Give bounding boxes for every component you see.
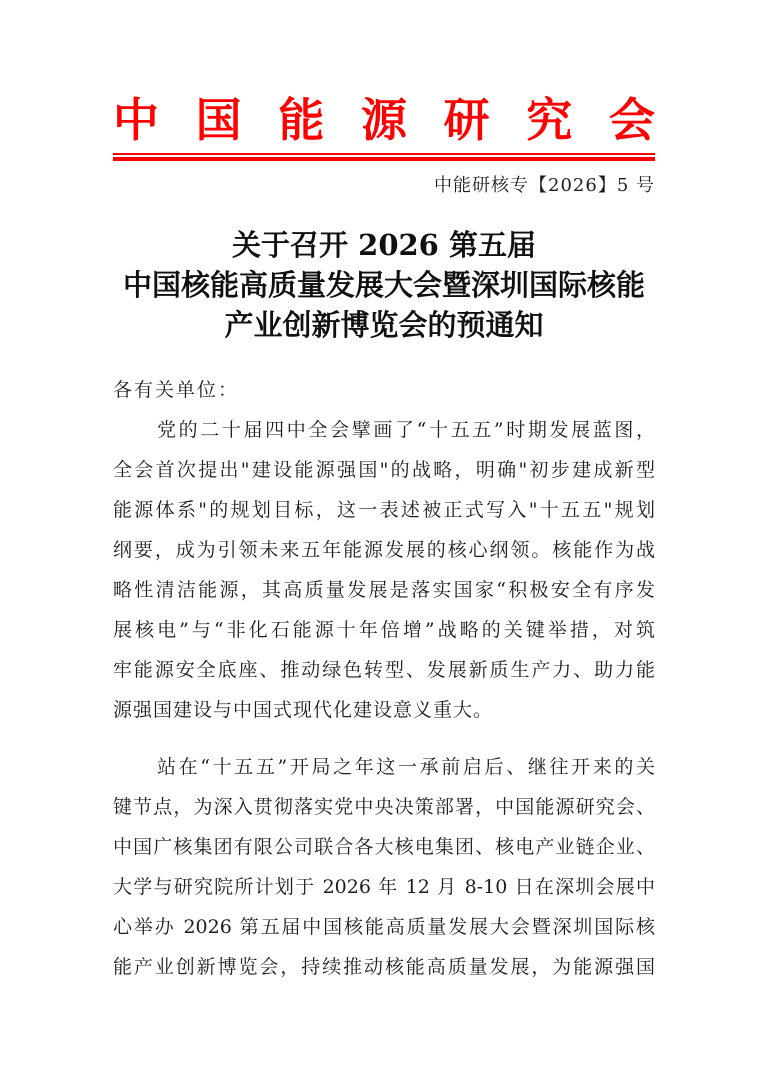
body-line: 站在“十五五”开局之年这一承前启后、继往开来的关 [157, 756, 655, 778]
body-line: 源强国建设与中国式现代化建设意义重大。 [113, 699, 494, 721]
letterhead-org-name [113, 94, 655, 146]
letterhead-char: 源 [360, 93, 407, 147]
letterhead-char: 究 [526, 93, 573, 147]
body-line: 能源体系"的规划目标，这一表述被正式写入"十五五"规划 [113, 499, 655, 521]
body-line: 大学与研究院所计划于 2026 年 12 月 8-10 日在深圳会展中 [113, 876, 655, 898]
body-line: 略性清洁能源，其高质量发展是落实国家“积极安全有序发 [113, 579, 655, 601]
title-line-3: 产业创新博览会的预通知 [224, 308, 544, 342]
letterhead-char: 会 [608, 93, 655, 147]
divider-thick-line [113, 157, 655, 161]
body-paragraph [113, 747, 655, 987]
body-line: 牢能源安全底座、推动绿色转型、发展新质生产力、助力能 [113, 659, 655, 681]
body-line: 能产业创新博览会，持续推动核能高质量发展，为能源强国 [113, 956, 655, 978]
title-line-1: 关于召开 2026 第五届 [232, 228, 536, 262]
salutation: 各有关单位： [113, 379, 240, 401]
letterhead-char: 中 [113, 93, 159, 147]
body-line: 键节点，为深入贯彻落实党中央决策部署，中国能源研究会、 [113, 796, 655, 818]
letterhead-char: 国 [195, 93, 242, 147]
letterhead-divider [113, 153, 655, 161]
document-number: 中能研核专【2026】5 号 [434, 175, 655, 196]
document-body [113, 370, 655, 987]
body-line: 心举办 2026 第五届中国核能高质量发展大会暨深圳国际核 [113, 916, 655, 938]
body-line: 全会首次提出"建设能源强国"的战略，明确"初步建成新型 [113, 459, 655, 481]
document-title [113, 225, 655, 345]
body-line: 中国广核集团有限公司联合各大核电集团、核电产业链企业、 [113, 836, 655, 858]
body-line: 展核电”与“非化石能源十年倍增”战略的关键举措，对筑 [113, 619, 655, 641]
body-line: 党的二十届四中全会擘画了“十五五”时期发展蓝图， [157, 419, 655, 441]
title-line-2: 中国核能高质量发展大会暨深圳国际核能 [122, 268, 645, 302]
letterhead-char: 研 [443, 93, 490, 147]
body-line: 纲要，成为引领未来五年能源发展的核心纲领。核能作为战 [113, 539, 655, 561]
letterhead-char: 能 [278, 93, 325, 147]
body-paragraph [113, 410, 655, 730]
body-paragraphs [113, 410, 655, 987]
